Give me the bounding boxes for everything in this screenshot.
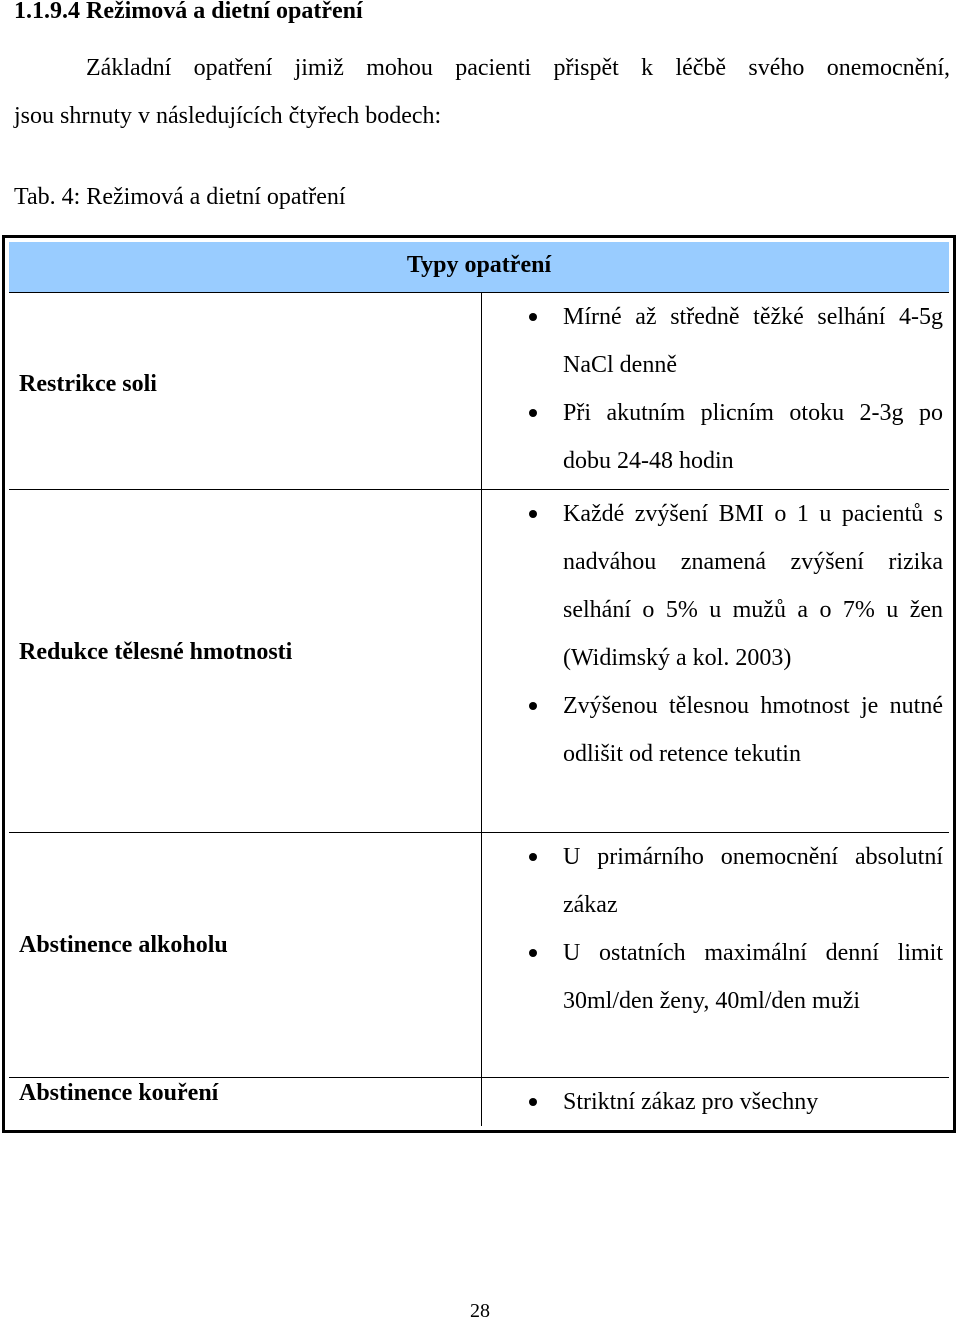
bullet-icon [529,1098,537,1106]
category-weight-reduction: Redukce tělesné hmotnosti [19,639,293,665]
items-salt-restriction [481,293,949,485]
table-header: Typy opatření [9,242,949,293]
category-smoking-abstinence: Abstinence kouření [19,1080,219,1106]
bullet-icon [529,702,537,710]
bullet-icon [529,510,537,518]
list-item: U ostatních maximální denní limit 30ml/den ženy, 40ml/den muži [481,929,949,1025]
items-smoking-abstinence [481,1078,949,1126]
list-item: Při akutním plicním otoku 2-3g po dobu 24-48 hodin [481,389,949,485]
list-item: U primárního onemocnění absolutní zákaz [481,833,949,929]
list-item: Každé zvýšení BMI o 1 u pacientů s nadváhou znamená zvýšení rizika selhání o 5% u mužů a o 7% u žen (Widimský a kol. 2003) [481,490,949,682]
category-salt-restriction: Restrikce soli [19,371,157,397]
category-alcohol-abstinence: Abstinence alkoholu [19,932,228,958]
intro-line-2: jsou shrnuty v následujících čtyřech bodech: [14,103,442,129]
bullet-icon [529,853,537,861]
list-item: Striktní zákaz pro všechny [481,1078,949,1126]
bullet-icon [529,313,537,321]
intro-line-1: Základní opatření jimiž mohou pacienti přispět k léčbě svého onemocnění, [86,55,950,81]
items-weight-reduction [481,490,949,778]
items-alcohol-abstinence [481,833,949,1025]
bullet-icon [529,949,537,957]
list-item: Mírné až středně těžké selhání 4-5g NaCl denně [481,293,949,389]
intro-paragraph [14,44,950,140]
section-heading: 1.1.9.4 Režimová a dietní opatření [14,0,363,24]
bullet-icon [529,409,537,417]
measures-table [2,235,956,1133]
page-number: 28 [470,1300,490,1322]
list-item: Zvýšenou tělesnou hmotnost je nutné odlišit od retence tekutin [481,682,949,778]
table-caption: Tab. 4: Režimová a dietní opatření [14,184,346,210]
